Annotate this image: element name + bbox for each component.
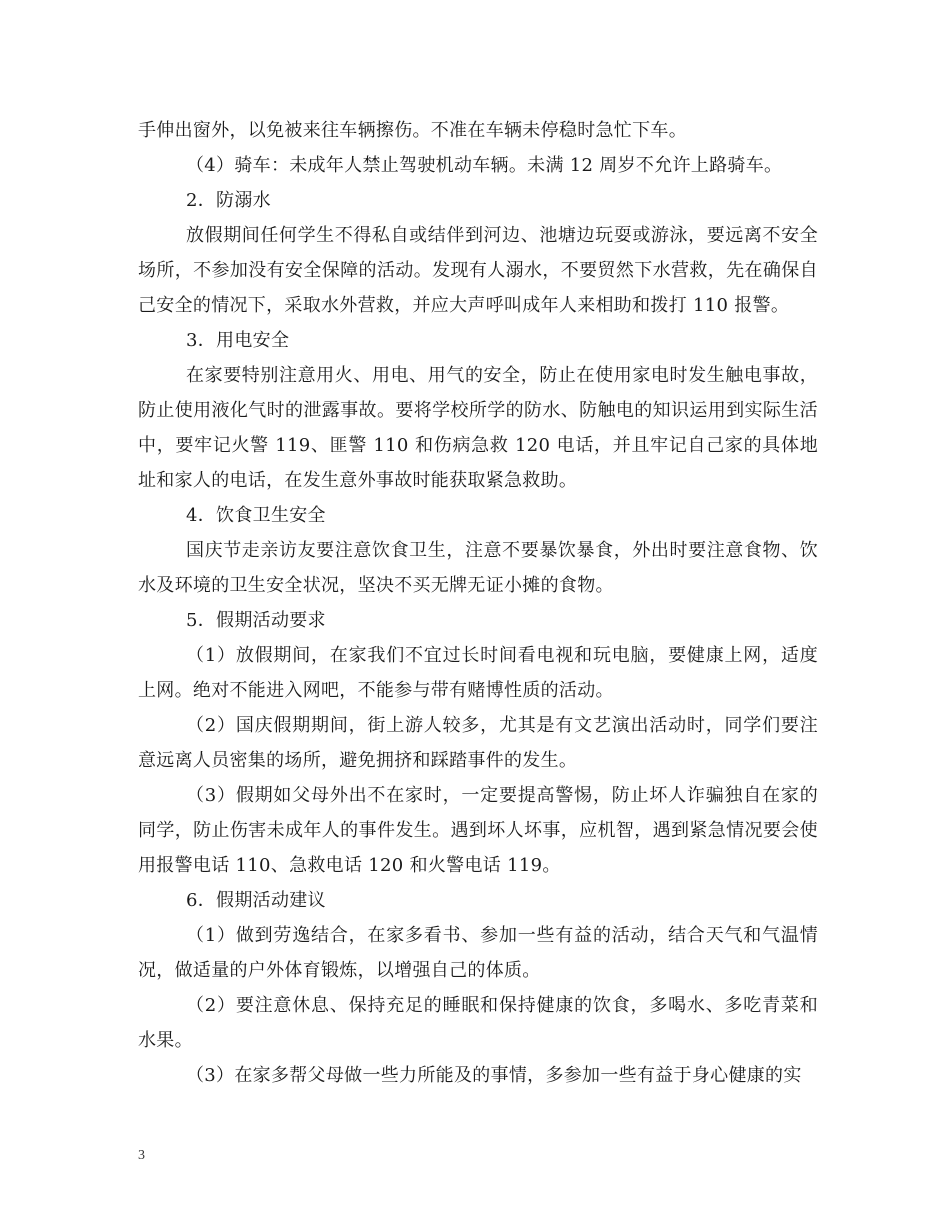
section-heading: 4．饮食卫生安全 (186, 505, 326, 526)
paragraph: （3）假期如父母外出不在家时，一定要提高警惕，防止坏人诈骗独自在家的同学，防止伤害未成年人的事件发生。遇到坏人坏事，应机智，遇到紧急情况要会使用报警电话 110、急救电话 120 和火警电话 119。 (138, 785, 818, 876)
paragraph: （1）做到劳逸结合，在家多看书、参加一些有益的活动，结合天气和气温情况，做适量的户外体育锻炼，以增强自己的体质。 (138, 925, 818, 981)
paragraph: （2）国庆假期期间，街上游人较多，尤其是有文艺演出活动时，同学们要注意远离人员密集的场所，避免拥挤和踩踏事件的发生。 (138, 715, 818, 771)
section-heading: 5．假期活动要求 (186, 610, 326, 631)
paragraph: （3）在家多帮父母做一些力所能及的事情，多参加一些有益于身心健康的实 (186, 1065, 802, 1086)
section-heading: 3．用电安全 (186, 330, 290, 351)
paragraph: 国庆节走亲访友要注意饮食卫生，注意不要暴饮暴食，外出时要注意食物、饮水及环境的卫生安全状况，坚决不买无牌无证小摊的食物。 (138, 540, 818, 596)
paragraph: （4）骑车：未成年人禁止驾驶机动车辆。未满 12 周岁不允许上路骑车。 (186, 155, 783, 176)
paragraph: （2）要注意休息、保持充足的睡眠和保持健康的饮食，多喝水、多吃青菜和水果。 (138, 995, 818, 1051)
paragraph: 手伸出窗外，以免被来往车辆擦伤。不准在车辆未停稳时急忙下车。 (138, 120, 687, 141)
section-heading: 6．假期活动建议 (186, 890, 326, 911)
paragraph: （1）放假期间，在家我们不宜过长时间看电视和玩电脑，要健康上网，适度上网。绝对不能进入网吧，不能参与带有赌博性质的活动。 (138, 645, 818, 701)
section-heading: 2．防溺水 (186, 190, 271, 211)
paragraph: 放假期间任何学生不得私自或结伴到河边、池塘边玩耍或游泳，要远离不安全场所，不参加没有安全保障的活动。发现有人溺水，不要贸然下水营救，先在确保自己安全的情况下，采取水外营救，并应大声呼叫成年人来相助和拨打 110 报警。 (138, 225, 818, 316)
paragraph: 在家要特别注意用火、用电、用气的安全，防止在使用家电时发生触电事故，防止使用液化气时的泄露事故。要将学校所学的防水、防触电的知识运用到实际生活中，要牢记火警 119、匪警 110 和伤病急救 120 电话，并且牢记自己家的具体地址和家人的电话，在发生意外事故时能获取紧急救助。 (138, 365, 818, 491)
document-body (138, 113, 818, 1093)
page-number: 3 (138, 1148, 145, 1163)
